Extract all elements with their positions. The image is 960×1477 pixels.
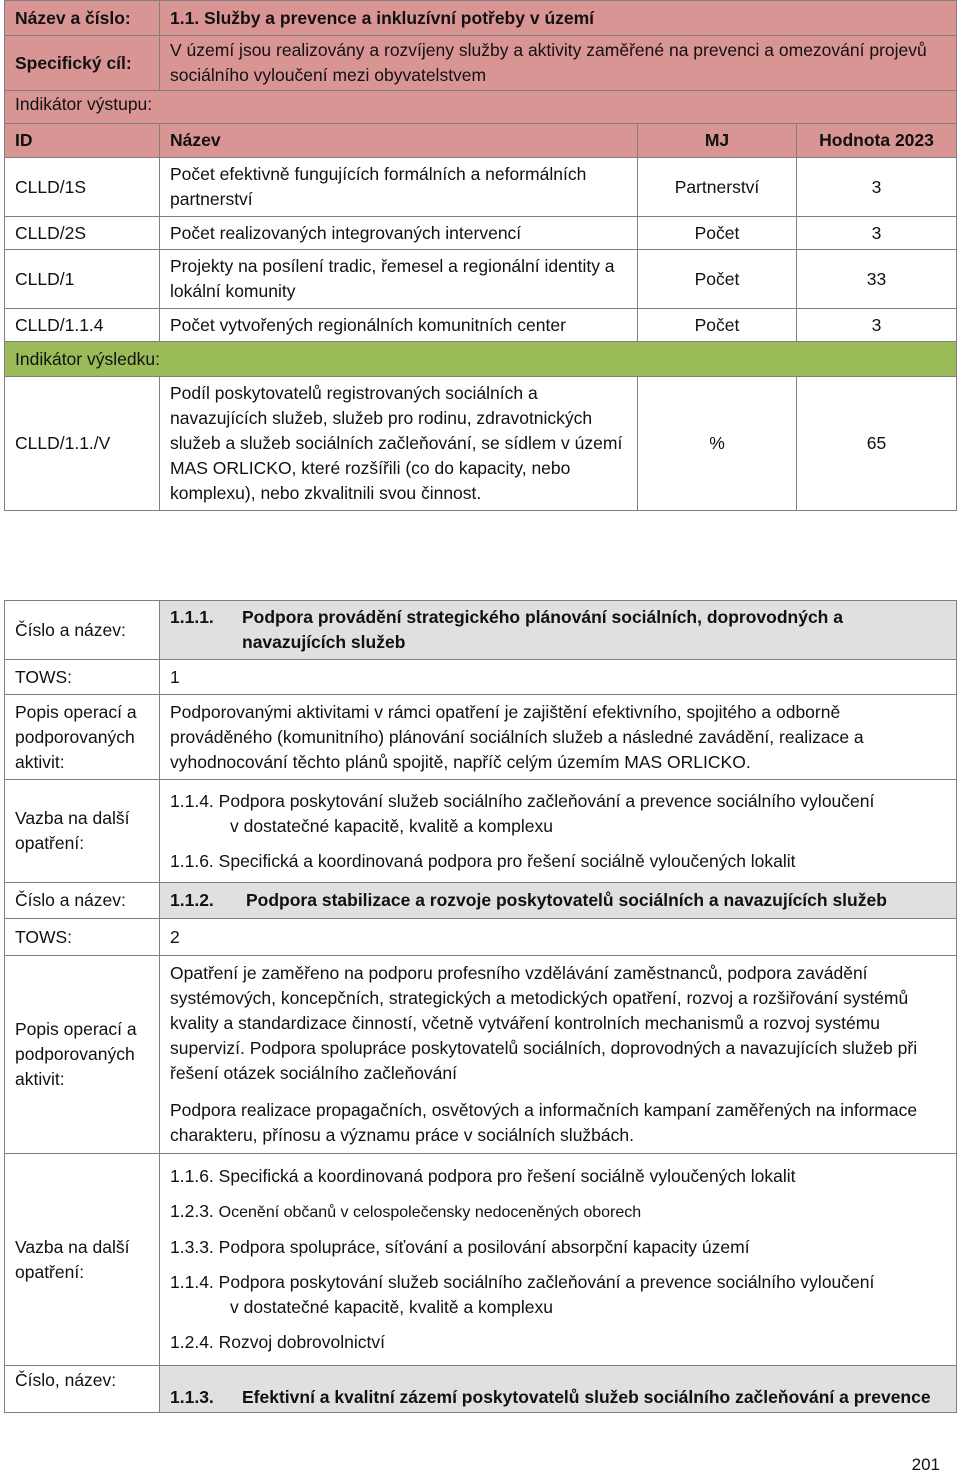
table-row xyxy=(5,250,957,309)
m1-title-cell xyxy=(160,601,957,660)
m2-title: Podpora stabilizace a rozvoje poskytovatelů sociálních a navazujících služeb xyxy=(246,890,887,910)
m3-title-cell xyxy=(160,1366,957,1413)
table-row xyxy=(5,377,957,511)
link-num: 1.1.6. xyxy=(170,850,214,871)
row-id: CLLD/2S xyxy=(5,217,160,250)
list-item xyxy=(170,1235,946,1260)
list-item xyxy=(170,1270,946,1320)
col-value: Hodnota 2023 xyxy=(797,124,957,158)
link-num: 1.1.4. xyxy=(170,1272,214,1292)
link-num: 1.2.3. xyxy=(170,1201,214,1221)
result-id: CLLD/1.1./V xyxy=(5,377,160,511)
row-value: 3 xyxy=(797,309,957,342)
row-value: 33 xyxy=(797,250,957,309)
m3-label: Číslo, název: xyxy=(5,1366,160,1413)
row-mj: Počet xyxy=(638,250,797,309)
link-cont: v dostatečné kapacitě, kvalitě a komplexu xyxy=(230,815,553,836)
m2-links xyxy=(160,1154,957,1366)
result-value: 65 xyxy=(797,377,957,511)
list-item xyxy=(170,1164,946,1189)
row-id: CLLD/1 xyxy=(5,250,160,309)
link-text: Specifická a koordinovaná podpora pro řešení sociálně vyloučených lokalit xyxy=(218,850,796,871)
name-label: Název a číslo: xyxy=(5,1,160,36)
m2-links-label: Vazba na další opatření: xyxy=(5,1154,160,1366)
row-name: Počet realizovaných integrovaných intervencí xyxy=(160,217,638,250)
link-text: Podpora poskytování služeb sociálního začleňování a prevence sociálního vyloučení xyxy=(218,1272,875,1292)
page-number: 201 xyxy=(911,1455,940,1474)
row-name: Projekty na posílení tradic, řemesel a regionální identity a lokální komunity xyxy=(160,250,638,309)
measures-table xyxy=(4,600,957,1413)
m2-desc xyxy=(160,956,957,1154)
result-indicator-label: Indikátor výsledku: xyxy=(5,342,957,377)
name-value: 1.1. Služby a prevence a inkluzívní potřeby v území xyxy=(160,1,957,36)
link-num: 1.1.4. xyxy=(170,790,214,811)
table-row xyxy=(5,158,957,217)
row-mj: Počet xyxy=(638,217,797,250)
m2-tows-value: 2 xyxy=(160,919,957,956)
m2-tows-label: TOWS: xyxy=(5,919,160,956)
goal-label: Specifický cíl: xyxy=(5,36,160,91)
output-indicator-label: Indikátor výstupu: xyxy=(5,91,957,124)
m2-desc-label: Popis operací a podporovaných aktivit: xyxy=(5,956,160,1154)
result-mj: % xyxy=(638,377,797,511)
row-id: CLLD/1.1.4 xyxy=(5,309,160,342)
link-num: 1.1.6. xyxy=(170,1166,214,1186)
col-mj: MJ xyxy=(638,124,797,158)
row-name: Počet vytvořených regionálních komunitních center xyxy=(160,309,638,342)
m1-tows-value: 1 xyxy=(160,660,957,695)
link-text: Specifická a koordinovaná podpora pro řešení sociálně vyloučených lokalit xyxy=(218,1166,796,1186)
list-item xyxy=(170,789,946,839)
list-item xyxy=(170,1330,946,1355)
row-value: 3 xyxy=(797,158,957,217)
link-text: Ocenění občanů v celospolečensky nedoceněných oborech xyxy=(218,1204,642,1221)
m1-desc: Podporovanými aktivitami v rámci opatření je zajištění efektivního, spojitého a odborně prováděného (komunitního) plánování sociálních služeb a následné zavádění, realizace a vyhodnocování těchto plánů spojitě, napříč celým územím MAS ORLICKO. xyxy=(160,695,957,780)
m1-title: Podpora provádění strategického plánování sociálních, doprovodných a navazujících služeb xyxy=(242,607,843,652)
m2-desc-2: Podpora realizace propagačních, osvětových a informačních kampaní zaměřených na informace charakteru, přínosu a významu práce v sociálních službách. xyxy=(170,1100,918,1145)
col-id: ID xyxy=(5,124,160,158)
link-num: 1.3.3. xyxy=(170,1237,214,1257)
m1-links-label: Vazba na další opatření: xyxy=(5,780,160,883)
row-name: Počet efektivně fungujících formálních a neformálních partnerství xyxy=(160,158,638,217)
m1-links xyxy=(160,780,957,883)
m1-number: 1.1.1. xyxy=(170,607,214,627)
m2-title-cell xyxy=(160,883,957,919)
table-row xyxy=(5,217,957,250)
row-id: CLLD/1S xyxy=(5,158,160,217)
link-text: Podpora spolupráce, síťování a posilování absorpční kapacity území xyxy=(218,1237,750,1257)
col-name: Název xyxy=(160,124,638,158)
row-value: 3 xyxy=(797,217,957,250)
row-mj: Partnerství xyxy=(638,158,797,217)
link-text: Rozvoj dobrovolnictví xyxy=(218,1332,385,1352)
indicator-table xyxy=(4,0,957,511)
m1-desc-label: Popis operací a podporovaných aktivit: xyxy=(5,695,160,780)
link-text: Podpora poskytování služeb sociálního začleňování a prevence sociálního vyloučení xyxy=(218,790,875,811)
goal-value: V území jsou realizovány a rozvíjeny služby a aktivity zaměřené na prevenci a omezování projevů sociálního vyloučení mezi obyvatelstvem xyxy=(160,36,957,91)
row-mj: Počet xyxy=(638,309,797,342)
m2-desc-1: Opatření je zaměřeno na podporu profesního vzdělávání zaměstnanců, podpora zavádění systémových, koncepčních, strategických a metodických opatření, rozvoj a rozšiřování systémů kvality a standardizace činností, včetně vytváření kontrolních mechanismů a rozvoj systému supervizí. Podpora spolupráce poskytovatelů sociálních, doprovodných a navazujících služeb při řešení otázek sociálního začleňování xyxy=(170,963,918,1083)
m3-number: 1.1.3. xyxy=(170,1387,214,1407)
m3-title: Efektivní a kvalitní zázemí poskytovatelů služeb sociálního začleňování a prevence xyxy=(242,1387,931,1407)
list-item xyxy=(170,1199,946,1225)
table-row xyxy=(5,309,957,342)
link-num: 1.2.4. xyxy=(170,1332,214,1352)
m1-tows-label: TOWS: xyxy=(5,660,160,695)
link-cont: v dostatečné kapacitě, kvalitě a komplexu xyxy=(230,1297,553,1317)
m2-label: Číslo a název: xyxy=(5,883,160,919)
m2-number: 1.1.2. xyxy=(170,890,214,910)
m1-label: Číslo a název: xyxy=(5,601,160,660)
result-name: Podíl poskytovatelů registrovaných sociálních a navazujících služeb, služeb pro rodinu, zdravotnických služeb a služeb sociálních začleňování, se sídlem v území MAS ORLICKO, které rozšířili (co do kapacity, nebo komplexu), nebo zkvalitnili svou činnost. xyxy=(160,377,638,511)
list-item xyxy=(170,849,946,874)
